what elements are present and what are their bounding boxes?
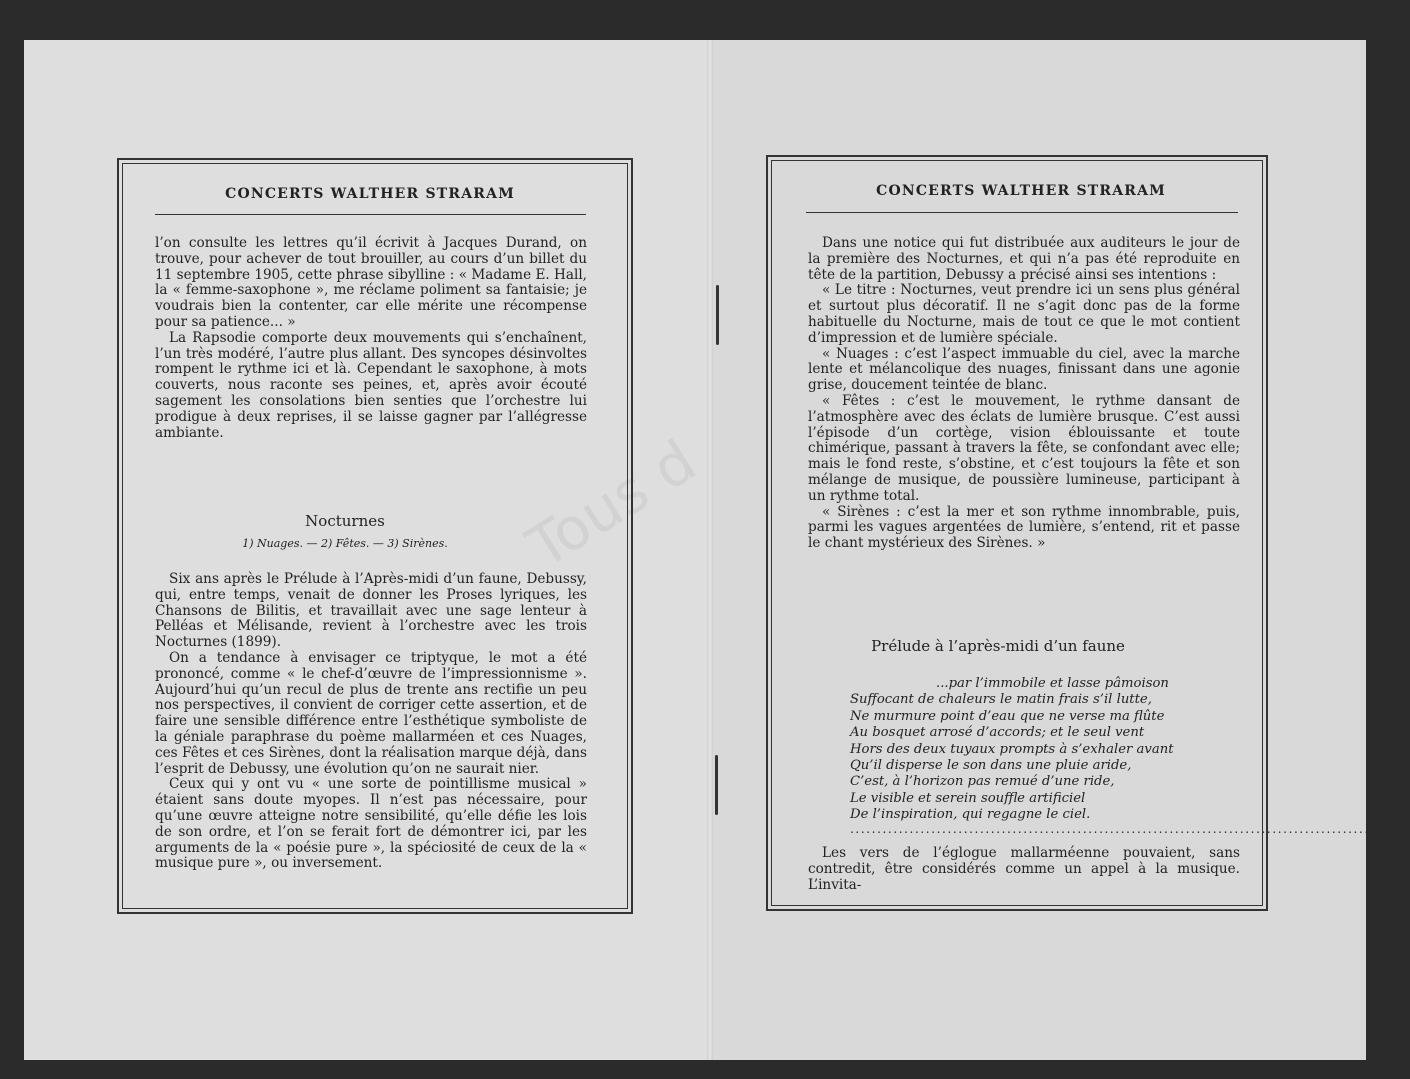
- poem-line: Le visible et serein souffle artificiel: [850, 790, 1086, 806]
- poem-line: Au bosquet arrosé d’accords; et le seul vent: [850, 725, 1145, 741]
- paragraph: On a tendance à envisager ce triptyque, le mot a été prononcé, comme « le chef-d’œuvre de l’impressionnisme ». Aujourd’hui qu’un recul de plus de trente ans rectifie un peu nos perspectives, il convient de corriger cette assertion, et de faire une sensible différence entre l’esthétique symboliste de la géniale paraphrase du poème mallarméen et ces Nuages, ces Fêtes et ces Sirènes, dont la réalisation marque déjà, dans l’esprit de Debussy, une évolution qu’on ne saurait nier.: [155, 649, 587, 777]
- paragraph: Six ans après le Prélude à l’Après-midi d’un faune, Debussy, qui, entre temps, venait de donner les Proses lyriques, les Chansons de Bilitis, et travaillait avec une sage lenteur à Pelléas et Mélisande, revient à l’orchestre avec les trois Nocturnes (1899).: [155, 571, 587, 651]
- left-page-header: CONCERTS WALTHER STRARAM: [225, 186, 515, 202]
- poem-line: Qu’il disperse le son dans une pluie aride,: [850, 758, 1132, 774]
- quote-paragraph: « Fêtes : c’est le mouvement, le rythme dansant de l’atmosphère avec des éclats de lumière brusque. C’est aussi l’épisode d’un cortège, vision éblouissante et toute chimérique, passant à travers la fête, se confondant avec elle; mais le fond reste, s’obstine, et c’est toujours la fête et son mélange de musique, de poussière lumineuse, participant à un rythme total.: [808, 392, 1240, 504]
- quote-paragraph: « Sirènes : c’est la mer et son rythme innombrable, puis, parmi les vagues argentées de lumière, s’entend, rit et passe le chant mystérieux des Sirènes. »: [808, 503, 1240, 552]
- paragraph: Les vers de l’églogue mallarméenne pouvaient, sans contredit, être considérés comme un appel à la musique. L’invita-: [808, 845, 1240, 893]
- paragraph: La Rapsodie comporte deux mouvements qui s’enchaînent, l’un très modéré, l’autre plus allant. Des syncopes désinvoltes rompent le rythme ici et là. Cependant le saxophone, à mots couverts, nous raconte ses peines, et, après avoir écouté sagement les consolations bien senties que l’orchestre lui prodigue à deux reprises, il se laisse gagner par l’allégresse ambiante.: [155, 329, 587, 441]
- paragraph: l’on consulte les lettres qu’il écrivit à Jacques Durand, on trouve, pour achever de tout brouiller, au cours d’un billet du 11 septembre 1905, cette phrase sibylline : « Madame E. Hall, la « femme-saxophone », me réclame poliment sa fantaisie; je voudrais bien la contenter, car elle mérite une récompense pour sa patience... »: [155, 235, 587, 330]
- quote-paragraph: « Le titre : Nocturnes, veut prendre ici un sens plus général et surtout plus décoratif. Il ne s’agit donc pas de la forme habituelle du Nocturne, mais de tout ce que le mot contient d’impression et de lumière spéciale.: [808, 282, 1240, 346]
- right-body-text: [808, 236, 1240, 552]
- right-page-header: CONCERTS WALTHER STRARAM: [876, 183, 1166, 199]
- paragraph: Dans une notice qui fut distribuée aux auditeurs le jour de la première des Nocturnes, et qui n’a pas été reproduite en tête de la partition, Debussy a précisé ainsi ses intentions :: [808, 235, 1240, 283]
- watermark: Tous d: [515, 426, 708, 582]
- section-title-prelude: Prélude à l’après-midi d’un faune: [871, 637, 1125, 655]
- poem-line: De l’inspiration, qui regagne le ciel.: [850, 807, 1091, 823]
- poem-line: Ne murmure point d’eau que ne verse ma flûte: [850, 708, 1165, 724]
- poem-line: ...par l’immobile et lasse pâmoison: [936, 676, 1169, 691]
- gutter-fold: [707, 40, 713, 1060]
- binding-stitch: [715, 755, 718, 815]
- right-closing-text: [808, 846, 1240, 893]
- right-header-rule: [806, 212, 1238, 213]
- section-title-nocturnes: Nocturnes: [305, 512, 385, 530]
- ellipsis-dots: ..................................................................................................: [850, 822, 1381, 836]
- left-header-rule: [155, 214, 586, 215]
- left-section-text: [155, 572, 587, 872]
- binding-stitch: [716, 285, 719, 345]
- quote-paragraph: « Nuages : c’est l’aspect immuable du ciel, avec la marche lente et mélancolique des nuages, finissant dans une agonie grise, doucement teintée de blanc.: [808, 345, 1240, 394]
- poem-line: C’est, à l’horizon pas remué d’une ride,: [850, 774, 1115, 790]
- paragraph: Ceux qui y ont vu « une sorte de pointillisme musical » étaient sans doute myopes. Il n’est pas nécessaire, pour qu’une œuvre atteigne notre sensibilité, qu’elle défie les lois de son ordre, et l’on se ferait fort de démontrer ici, par les arguments de la « poésie pure », la spéciosité de ceux de la « musique pure », ou inversement.: [155, 776, 587, 872]
- poem-line: Suffocant de chaleurs le matin frais s’il lutte,: [850, 692, 1152, 708]
- poem-line: Hors des deux tuyaux prompts à s’exhaler avant: [850, 741, 1174, 757]
- left-body-text: [155, 236, 587, 441]
- poem-quotation: [850, 676, 1210, 824]
- section-subtitle: 1) Nuages. — 2) Fêtes. — 3) Sirènes.: [242, 537, 448, 550]
